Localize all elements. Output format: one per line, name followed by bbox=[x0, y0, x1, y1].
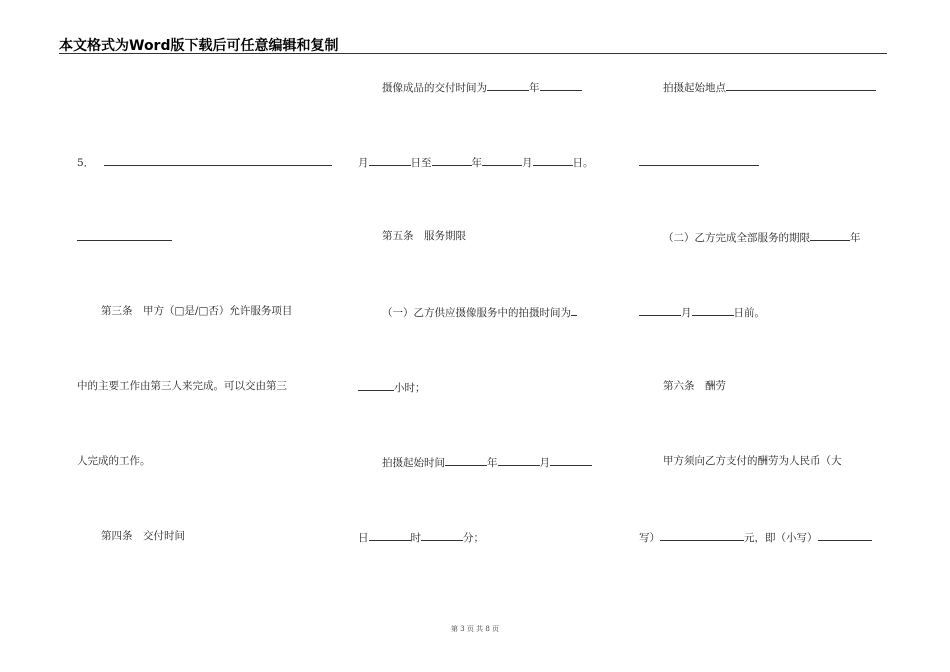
fill-blank bbox=[639, 154, 759, 166]
text-line: 甲方须向乙方支付的酬劳为人民币（大 bbox=[663, 455, 842, 467]
fill-blank bbox=[571, 304, 577, 316]
page-header bbox=[59, 33, 887, 54]
text-column-2 bbox=[358, 60, 608, 620]
text-line: 月 日至 年 月 日。 bbox=[358, 154, 608, 170]
text-line: （二）乙方完成全部服务的期限 年 bbox=[639, 229, 911, 245]
fill-blank bbox=[369, 529, 411, 541]
text-column-1 bbox=[77, 60, 325, 620]
fill-blank bbox=[77, 229, 172, 241]
fill-blank bbox=[818, 529, 872, 541]
fill-blank bbox=[550, 454, 592, 466]
fill-blank bbox=[358, 379, 394, 391]
text-line: 人完成的工作。 bbox=[77, 455, 151, 467]
fill-blank bbox=[726, 79, 876, 91]
text-line: 小时； bbox=[358, 379, 608, 395]
fill-blank bbox=[810, 229, 850, 241]
text-line: 写） 元，即（小写） bbox=[639, 529, 887, 545]
fill-blank bbox=[540, 79, 582, 91]
text-line: 中的主要工作由第三人来完成。可以交由第三 bbox=[77, 380, 287, 392]
fill-blank bbox=[104, 154, 332, 166]
text-line: 日 时 分； bbox=[358, 529, 608, 545]
fill-blank bbox=[533, 154, 573, 166]
text-line: 摄像成品的交付时间为 年 bbox=[358, 79, 632, 95]
fill-blank bbox=[660, 529, 744, 541]
fill-blank bbox=[482, 154, 522, 166]
text-line: （一）乙方供应摄像服务中的拍摄时间为 bbox=[358, 304, 632, 320]
article-6-heading: 第六条 酬劳 bbox=[663, 380, 726, 392]
text-line bbox=[639, 154, 887, 170]
article-5-heading: 第五条 服务期限 bbox=[382, 230, 466, 242]
fill-blank bbox=[445, 454, 487, 466]
fill-blank bbox=[692, 304, 734, 316]
fill-blank bbox=[421, 529, 463, 541]
text-line bbox=[77, 229, 325, 245]
fill-blank bbox=[432, 154, 472, 166]
fill-blank bbox=[369, 154, 411, 166]
text-column-3 bbox=[639, 60, 887, 620]
document-title: 本文格式为Word版下载后可任意编辑和复制 bbox=[59, 38, 339, 54]
text-line: 拍摄起始地点 bbox=[639, 79, 911, 95]
page-number: 第 3 页 共 8 页 bbox=[450, 625, 500, 633]
article-4-heading: 第四条 交付时间 bbox=[101, 530, 185, 542]
text-line: 拍摄起始时间 年 月 bbox=[358, 454, 632, 470]
fill-blank bbox=[498, 454, 540, 466]
fill-blank bbox=[487, 79, 529, 91]
text-line: 5． bbox=[77, 154, 325, 170]
fill-blank bbox=[639, 304, 681, 316]
article-3-heading: 第三条 甲方（□是/□否）允许服务项目 bbox=[101, 305, 293, 317]
text-line: 月 日前。 bbox=[639, 304, 887, 320]
